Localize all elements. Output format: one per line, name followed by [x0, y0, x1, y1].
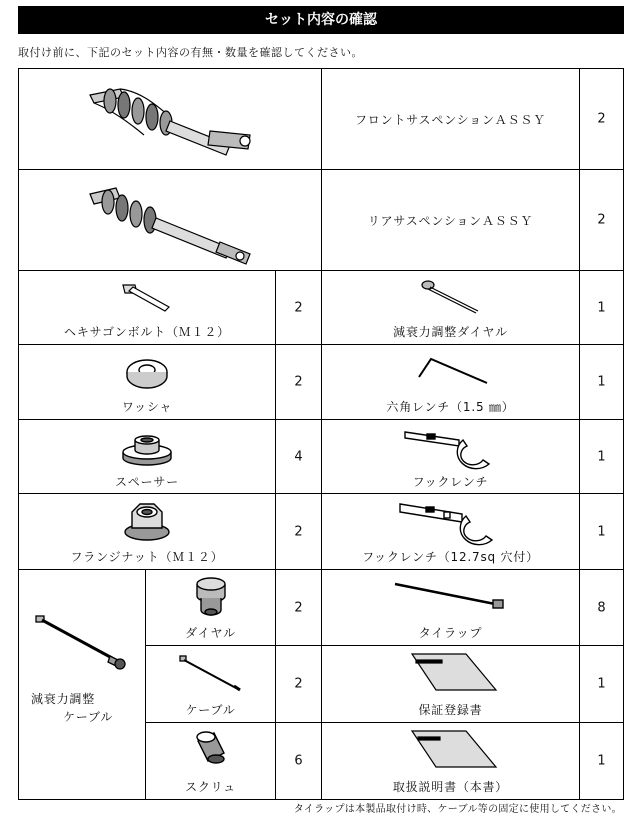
flange-nut-qty-cell: [275, 493, 322, 570]
washer-label: ワッシャ: [121, 400, 173, 414]
hex-wrench-qty-cell: [579, 344, 624, 420]
front-suspension-image-cell: [18, 68, 322, 170]
damping-dial-icon: [416, 277, 486, 317]
flange-nut-qty: 2: [294, 524, 303, 539]
parts-table: [18, 68, 624, 800]
front-suspension-qty-cell: [579, 68, 624, 170]
front-suspension-qty: 2: [597, 111, 606, 127]
cable-dial-qty-cell: [275, 569, 322, 646]
cable-group-label-line1: 減衰力調整: [31, 692, 96, 706]
warranty-card-icon: [396, 650, 506, 696]
spacer-label: スペーサー: [114, 475, 179, 489]
hook-wrench2-qty: 1: [597, 524, 606, 539]
hex-wrench-icon: [411, 353, 491, 391]
manual-qty-cell: [579, 722, 624, 800]
cable-group-label: [31, 690, 113, 726]
bolt-label: ヘキサゴンボルト（Ｍ１２）: [64, 325, 230, 339]
flange-nut-cell: [18, 493, 276, 570]
flange-nut-icon: [122, 498, 172, 544]
cable-label: ケーブル: [185, 703, 236, 717]
warranty-qty-cell: [579, 645, 624, 723]
hex-wrench-qty: 1: [597, 374, 606, 390]
hook-wrench-label: フックレンチ: [412, 475, 489, 489]
cable-dial-cell: [145, 569, 276, 646]
manual-cell: [321, 722, 580, 800]
hook-wrench2-cell: [321, 493, 580, 570]
spacer-cell: [18, 419, 276, 494]
washer-icon: [122, 355, 172, 389]
tie-wrap-qty: 8: [597, 600, 606, 615]
screw-label: スクリュ: [185, 780, 236, 794]
bolt-cell: [18, 270, 276, 345]
hex-wrench-label: 六角レンチ（1.5 ㎜）: [386, 400, 515, 414]
tie-wrap-label: タイラップ: [418, 626, 483, 640]
spacer-qty-cell: [275, 419, 322, 494]
hook-wrench-with-hole-icon: [396, 498, 506, 546]
tie-wrap-qty-cell: [579, 569, 624, 646]
damping-cable-illustration: [32, 614, 132, 670]
bolt-qty: 2: [294, 300, 303, 315]
flange-nut-label: フランジナット（Ｍ１２）: [70, 550, 224, 564]
hook-wrench-qty: 1: [597, 449, 606, 464]
dial-cell: [321, 270, 580, 345]
washer-qty-cell: [275, 344, 322, 420]
screw-cell: [145, 722, 276, 800]
section-title: セット内容の確認: [18, 6, 624, 34]
hex-bolt-icon: [117, 279, 177, 315]
rear-suspension-qty: 2: [597, 212, 606, 228]
screw-icon: [194, 731, 228, 771]
manual-booklet-icon: [396, 727, 506, 773]
dial-qty-cell: [579, 270, 624, 345]
warranty-qty: 1: [597, 676, 606, 692]
cable-qty: 2: [294, 676, 303, 692]
cable-dial-label: ダイヤル: [185, 626, 236, 640]
rear-suspension-qty-cell: [579, 169, 624, 271]
manual-label: 取扱説明書（本書）: [392, 780, 509, 794]
screw-qty: 6: [294, 753, 303, 769]
hook-wrench2-label: フックレンチ（12.7sq 穴付）: [362, 550, 539, 564]
spacer-qty: 4: [294, 449, 303, 464]
hook-wrench-icon: [401, 426, 501, 470]
rear-suspension-image-cell: [18, 169, 322, 271]
footer-note: タイラップは本製品取付け時、ケーブル等の固定に使用してください。: [293, 804, 622, 815]
hook-wrench-qty-cell: [579, 419, 624, 494]
washer-qty: 2: [294, 374, 303, 390]
cable-group-label-line2: ケーブル: [63, 710, 114, 724]
cable-dial-icon: [191, 574, 231, 620]
cable-group-cell: [18, 569, 146, 800]
rear-suspension-label-cell: [321, 169, 580, 271]
warranty-cell: [321, 645, 580, 723]
cable-cell: [145, 645, 276, 723]
hook-wrench2-qty-cell: [579, 493, 624, 570]
cable-icon: [176, 652, 246, 696]
warranty-label: 保証登録書: [418, 703, 483, 717]
hex-wrench-cell: [321, 344, 580, 420]
front-suspension-label: フロントサスペンションＡＳＳＹ: [355, 113, 546, 127]
manual-qty: 1: [597, 753, 606, 769]
rear-suspension-illustration: [80, 176, 260, 266]
intro-text: 取付け前に、下記のセット内容の有無・数量を確認してください。: [18, 46, 363, 59]
washer-cell: [18, 344, 276, 420]
front-suspension-illustration: [80, 75, 260, 165]
rear-suspension-label: リアサスペンションＡＳＳＹ: [367, 214, 534, 228]
hook-wrench-cell: [321, 419, 580, 494]
tie-wrap-icon: [391, 578, 511, 614]
bolt-qty-cell: [275, 270, 322, 345]
dial-qty: 1: [597, 300, 606, 315]
front-suspension-label-cell: [321, 68, 580, 170]
cable-dial-qty: 2: [294, 600, 303, 615]
tie-wrap-cell: [321, 569, 580, 646]
spacer-icon: [119, 428, 175, 466]
cable-qty-cell: [275, 645, 322, 723]
screw-qty-cell: [275, 722, 322, 800]
dial-label: 減衰力調整ダイヤル: [393, 325, 508, 339]
